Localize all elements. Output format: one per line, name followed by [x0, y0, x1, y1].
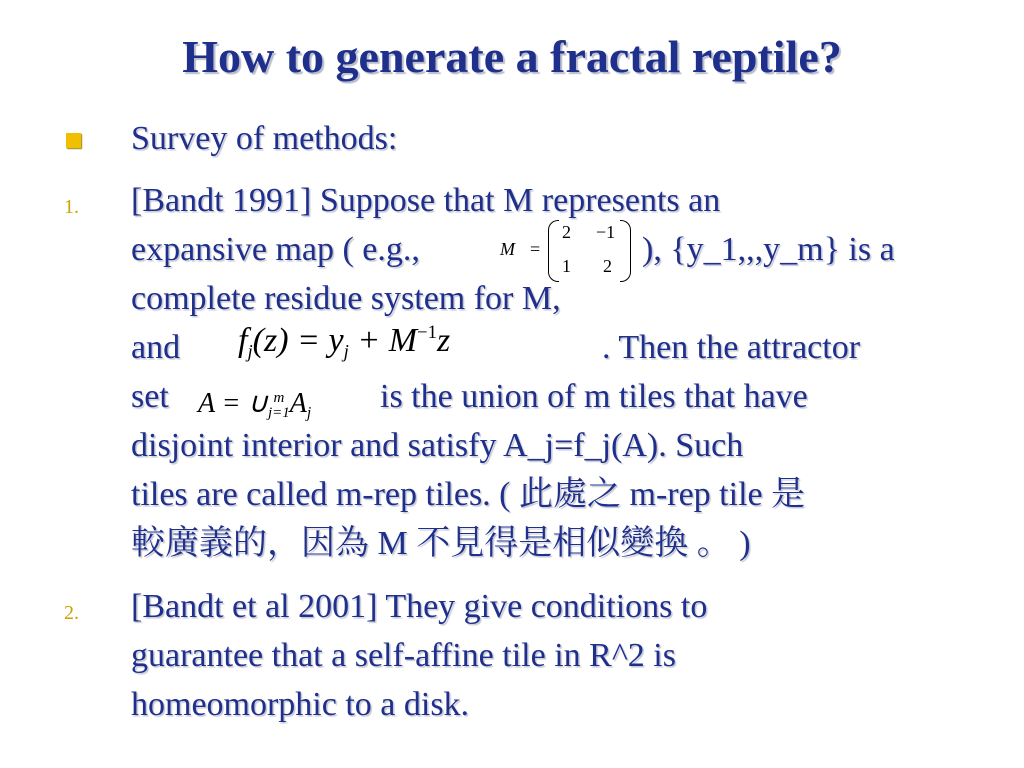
- matrix-eq: =: [530, 239, 541, 259]
- bullet-survey-text: Survey of methods:: [131, 120, 398, 157]
- attractor-sub-j: j: [306, 404, 312, 422]
- formula-z: z: [436, 322, 451, 360]
- item-1-line-5b: is the union of m tiles that have: [380, 378, 808, 415]
- attractor-formula: [198, 386, 311, 422]
- item-1-line-6: disjoint interior and satisfy A_j=f_j(A). Such: [131, 427, 744, 464]
- formula-exponent: −1: [417, 322, 437, 343]
- formula-sub-j: j: [247, 341, 253, 363]
- item-1-line-5a: set: [131, 378, 169, 415]
- item-2-number: 2.: [64, 602, 79, 624]
- union-upper: m: [273, 389, 285, 406]
- formula-sub-j2: j: [343, 341, 349, 363]
- matrix-cell: 1: [562, 256, 571, 276]
- matrix-cell: 2: [603, 256, 612, 276]
- item-1-line-2a: expansive map ( e.g.,: [131, 231, 420, 268]
- union-limits: [268, 391, 290, 421]
- formula-f: f: [238, 322, 248, 360]
- item-1-line-1: [Bandt 1991] Suppose that M represents an: [131, 182, 721, 219]
- attractor-a-union: A = ∪: [198, 388, 268, 419]
- matrix-cell: −1: [596, 222, 616, 242]
- item-2-line-3: homeomorphic to a disk.: [131, 686, 470, 723]
- item-1-line-2b: ), {y_1,,,y_m} is a: [642, 231, 895, 268]
- union-lower: j=1: [268, 404, 290, 421]
- matrix-lhs: M: [500, 239, 515, 259]
- matrix-left-paren: [548, 220, 559, 282]
- matrix-cell: 2: [562, 222, 571, 242]
- slide-title: How to generate a fractal reptile?: [182, 31, 842, 82]
- formula-body: (z) = y: [252, 322, 344, 360]
- item-1-line-7: tiles are called m-rep tiles. ( 此處之 m-rep tile 是: [131, 476, 806, 513]
- item-1-line-3: complete residue system for M,: [131, 280, 561, 317]
- bullet-square-icon: [66, 133, 81, 148]
- item-1-line-4b: . Then the attractor: [602, 329, 861, 366]
- item-1-line-4a: and: [131, 329, 181, 366]
- item-1-line-8: 較廣義的，因為 M 不見得是相似變換 。 ): [131, 525, 751, 562]
- item-2-line-1: [Bandt et al 2001] They give conditions to: [131, 588, 708, 625]
- item-2-line-2: guarantee that a self-affine tile in R^2 is: [131, 637, 676, 674]
- map-formula: [238, 322, 450, 364]
- formula-plus-m: + M: [348, 322, 418, 360]
- matrix-right-paren: [620, 220, 631, 282]
- matrix-example: [500, 218, 640, 282]
- attractor-aj: A: [289, 388, 307, 419]
- item-1-number: 1.: [64, 196, 79, 218]
